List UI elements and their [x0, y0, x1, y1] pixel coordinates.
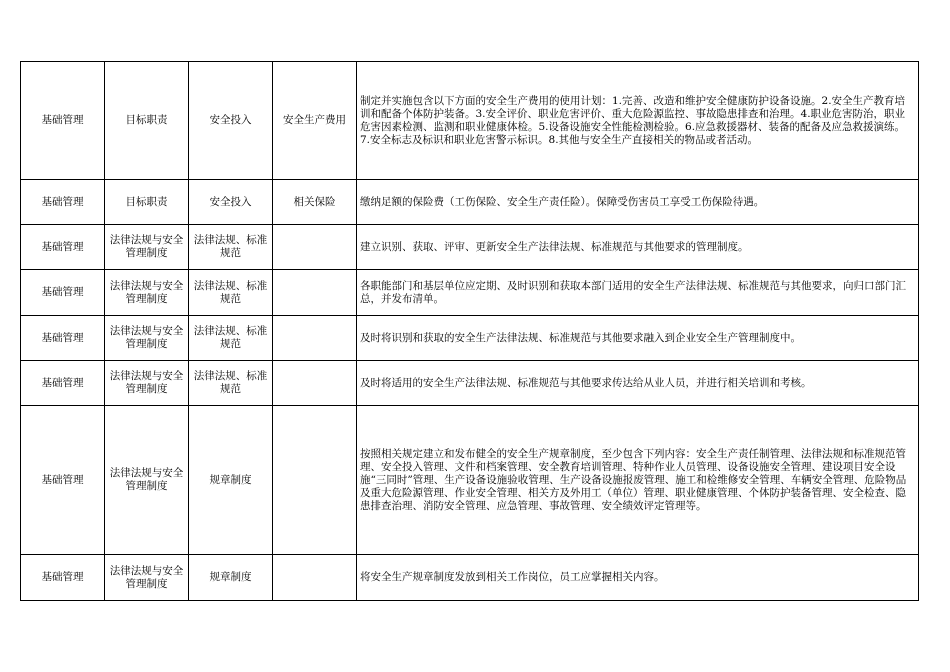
item-cell: 安全投入 — [189, 62, 273, 180]
table-row — [21, 316, 919, 361]
category-cell: 基础管理 — [21, 555, 105, 601]
element-cell: 目标职责 — [105, 180, 189, 225]
subitem-cell — [273, 361, 357, 406]
category-cell: 基础管理 — [21, 62, 105, 180]
content-cell: 及时将适用的安全生产法律法规、标准规范与其他要求传达给从业人员，并进行相关培训和考核。 — [357, 361, 919, 406]
element-cell: 法律法规与安全管理制度 — [105, 270, 189, 316]
subitem-cell: 安全生产费用 — [273, 62, 357, 180]
item-cell: 规章制度 — [189, 555, 273, 601]
category-cell: 基础管理 — [21, 316, 105, 361]
subitem-cell — [273, 225, 357, 270]
element-cell: 法律法规与安全管理制度 — [105, 316, 189, 361]
element-cell: 目标职责 — [105, 62, 189, 180]
element-cell: 法律法规与安全管理制度 — [105, 555, 189, 601]
item-cell: 法律法规、标准规范 — [189, 270, 273, 316]
subitem-cell — [273, 270, 357, 316]
content-cell: 制定并实施包含以下方面的安全生产费用的使用计划：1.完善、改造和维护安全健康防护设备设施。2.安全生产教育培训和配备个体防护装备。3.安全评价、职业危害评价、重大危险源监控、事故隐患排查和治理。4.职业危害防治，职业危害因素检测、监测和职业健康体检。5.设备设施安全性能检测检验。6.应急救援器材、装备的配备及应急救援演练。7.安全标志及标识和职业危害警示标识。8.其他与安全生产直接相关的物品或者活动。 — [357, 62, 919, 180]
content-cell: 缴纳足额的保险费（工伤保险、安全生产责任险）。保障受伤害员工享受工伤保险待遇。 — [357, 180, 919, 225]
table-row — [21, 361, 919, 406]
subitem-cell — [273, 406, 357, 555]
item-cell: 法律法规、标准规范 — [189, 225, 273, 270]
table-row — [21, 270, 919, 316]
element-cell: 法律法规与安全管理制度 — [105, 225, 189, 270]
content-cell: 建立识别、获取、评审、更新安全生产法律法规、标准规范与其他要求的管理制度。 — [357, 225, 919, 270]
subitem-cell — [273, 316, 357, 361]
standards-table — [20, 61, 919, 601]
item-cell: 法律法规、标准规范 — [189, 316, 273, 361]
category-cell: 基础管理 — [21, 361, 105, 406]
table-row — [21, 555, 919, 601]
category-cell: 基础管理 — [21, 225, 105, 270]
table-row — [21, 406, 919, 555]
table-row — [21, 62, 919, 180]
content-cell: 及时将识别和获取的安全生产法律法规、标准规范与其他要求融入到企业安全生产管理制度中。 — [357, 316, 919, 361]
content-cell: 将安全生产规章制度发放到相关工作岗位，员工应掌握相关内容。 — [357, 555, 919, 601]
category-cell: 基础管理 — [21, 270, 105, 316]
item-cell: 法律法规、标准规范 — [189, 361, 273, 406]
category-cell: 基础管理 — [21, 406, 105, 555]
content-cell: 按照相关规定建立和发布健全的安全生产规章制度，至少包含下列内容：安全生产责任制管理、法律法规和标准规范管理、安全投入管理、文件和档案管理、安全教育培训管理、特种作业人员管理、设备设施安全管理、建设项目安全设施“三同时”管理、生产设备设施验收管理、生产设备设施报废管理、施工和检维修安全管理、车辆安全管理、危险物品及重大危险源管理、作业安全管理、相关方及外用工（单位）管理、职业健康管理、个体防护装备管理、安全检查、隐患排查治理、消防安全管理、应急管理、事故管理、安全绩效评定管理等。 — [357, 406, 919, 555]
subitem-cell — [273, 555, 357, 601]
table-row — [21, 225, 919, 270]
element-cell: 法律法规与安全管理制度 — [105, 361, 189, 406]
item-cell: 规章制度 — [189, 406, 273, 555]
item-cell: 安全投入 — [189, 180, 273, 225]
category-cell: 基础管理 — [21, 180, 105, 225]
content-cell: 各职能部门和基层单位应定期、及时识别和获取本部门适用的安全生产法律法规、标准规范与其他要求，向归口部门汇总，并发布清单。 — [357, 270, 919, 316]
element-cell: 法律法规与安全管理制度 — [105, 406, 189, 555]
table-row — [21, 180, 919, 225]
subitem-cell: 相关保险 — [273, 180, 357, 225]
